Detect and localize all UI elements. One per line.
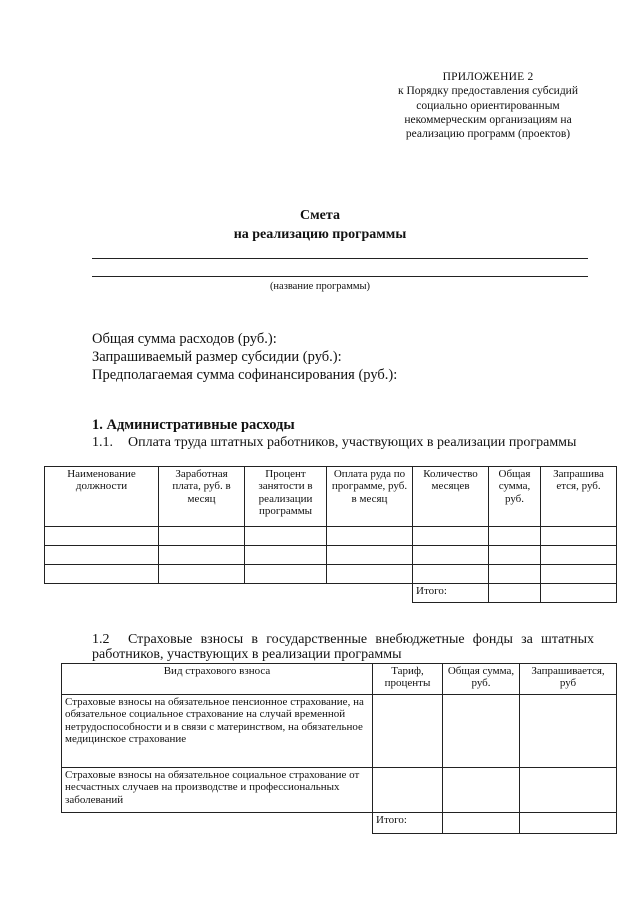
subsection-1-2: [92, 632, 594, 662]
column-header: Наименование должности: [45, 467, 159, 527]
table-row: [45, 565, 617, 584]
table-cell[interactable]: [327, 546, 413, 565]
table-cell[interactable]: [45, 527, 159, 546]
program-name-line: [92, 276, 588, 277]
subsection-number: 1.1.: [92, 435, 113, 450]
insurance-table: [61, 663, 617, 834]
insurance-type-cell: Страховые взносы на обязательное пенсионное страхование, на обязательное социальное страхование на случай временной нетрудоспособности и в связи с материнством, на обязательное медицинское страхование: [62, 695, 373, 768]
column-header: Вид страхового взноса: [62, 664, 373, 695]
requested-subsidy-label: Запрашиваемый размер субсидии (руб.):: [92, 349, 342, 365]
table-cell[interactable]: [489, 527, 541, 546]
table-cell[interactable]: [443, 768, 520, 813]
column-header: Процент занятости в реализации программы: [245, 467, 327, 527]
column-header: Общая сумма, руб.: [443, 664, 520, 695]
table-cell[interactable]: [45, 546, 159, 565]
table-header-row: [45, 467, 617, 527]
table-cell[interactable]: [159, 546, 245, 565]
table-cell[interactable]: [520, 768, 617, 813]
total-label: Итого:: [373, 813, 443, 834]
subsection-1-1: [92, 435, 594, 450]
table-cell[interactable]: [327, 565, 413, 584]
table-cell[interactable]: [489, 584, 541, 603]
table-cell[interactable]: [443, 695, 520, 768]
subsection-text: Страховые взносы в государственные внебюджетные фонды за штатных работников, участвующих в реализации программы: [92, 632, 594, 662]
subsection-text: Оплата труда штатных работников, участвующих в реализации программы: [128, 435, 577, 450]
table-cell[interactable]: [541, 584, 617, 603]
appendix-line: некоммерческим организациям на: [404, 113, 572, 126]
table-cell[interactable]: [413, 527, 489, 546]
table-cell[interactable]: [373, 768, 443, 813]
table-cell[interactable]: [45, 565, 159, 584]
blank-area: [45, 584, 413, 603]
table-cell[interactable]: [541, 527, 617, 546]
document-subtitle: на реализацию программы: [233, 227, 407, 242]
table-cell[interactable]: [443, 813, 520, 834]
table-cell[interactable]: [520, 695, 617, 768]
table-cell[interactable]: [541, 546, 617, 565]
column-header: Запрашива ется, руб.: [541, 467, 617, 527]
appendix-title: ПРИЛОЖЕНИЕ 2: [442, 71, 534, 83]
column-header: Тариф, проценты: [373, 664, 443, 695]
table-cell[interactable]: [159, 565, 245, 584]
appendix-header: [368, 70, 608, 141]
table-cell[interactable]: [245, 546, 327, 565]
table-cell[interactable]: [413, 565, 489, 584]
column-header: Общая сумма, руб.: [489, 467, 541, 527]
section-heading: 1. Административные расходы: [92, 417, 295, 433]
total-expenses-label: Общая сумма расходов (руб.):: [92, 331, 277, 347]
insurance-type-cell: Страховые взносы на обязательное социальное страхование от несчастных случаев на производстве и профессиональных заболеваний: [62, 768, 373, 813]
subsection-number: 1.2: [92, 632, 110, 647]
table-cell[interactable]: [489, 546, 541, 565]
table-row: [62, 695, 617, 768]
table-cell[interactable]: [373, 695, 443, 768]
table-cell[interactable]: [520, 813, 617, 834]
blank-area: [62, 813, 373, 834]
column-header: Оплата руда по программе, руб. в месяц: [327, 467, 413, 527]
appendix-line: к Порядку предоставления субсидий: [398, 85, 578, 98]
appendix-line: реализацию программ (проектов): [405, 128, 571, 141]
table-header-row: [62, 664, 617, 695]
table-cell[interactable]: [489, 565, 541, 584]
table-cell[interactable]: [159, 527, 245, 546]
salary-table: [44, 466, 617, 603]
table-row: [45, 527, 617, 546]
document-title: Смета: [300, 208, 340, 223]
table-cell[interactable]: [327, 527, 413, 546]
column-header: Заработная плата, руб. в месяц: [159, 467, 245, 527]
table-cell[interactable]: [245, 527, 327, 546]
total-label: Итого:: [413, 584, 489, 603]
table-total-row: [62, 813, 617, 834]
table-row: [62, 768, 617, 813]
table-total-row: [45, 584, 617, 603]
cofinancing-label: Предполагаемая сумма софинансирования (руб.):: [92, 367, 398, 383]
table-row: [45, 546, 617, 565]
appendix-line: социально ориентированным: [416, 99, 560, 112]
program-name-line: [92, 258, 588, 259]
program-caption: (название программы): [269, 281, 371, 292]
table-cell[interactable]: [245, 565, 327, 584]
table-cell[interactable]: [541, 565, 617, 584]
column-header: Запрашивается, руб: [520, 664, 617, 695]
column-header: Количество месяцев: [413, 467, 489, 527]
table-cell[interactable]: [413, 546, 489, 565]
